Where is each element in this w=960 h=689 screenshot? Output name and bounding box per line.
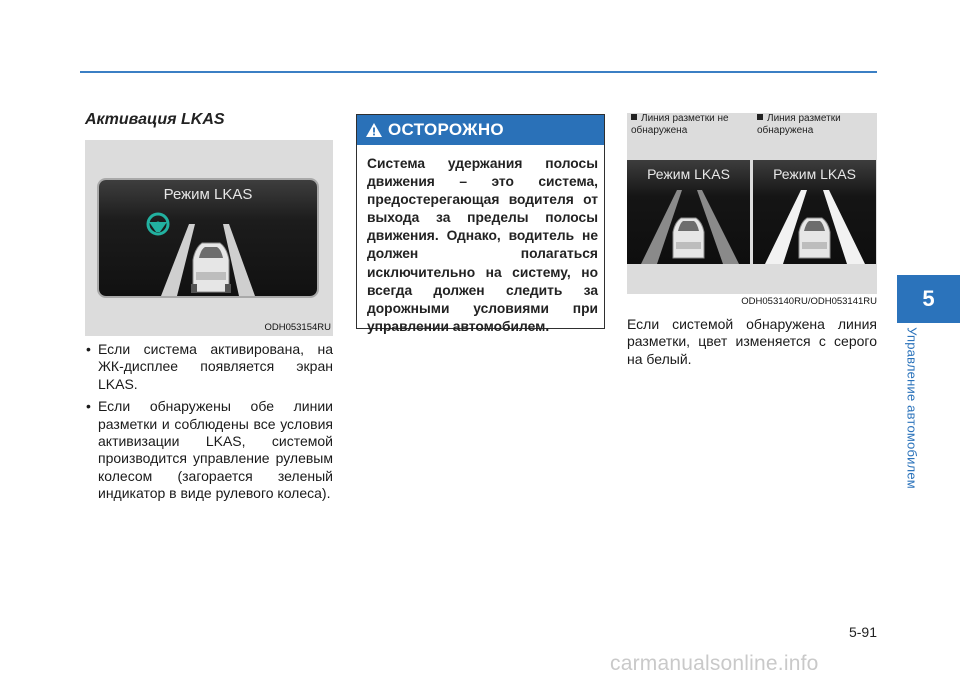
section-heading: Активация LKAS — [85, 111, 225, 128]
screen-title: Режим LKAS — [647, 166, 730, 182]
warning-box — [356, 114, 605, 334]
figure-line-detection — [627, 113, 877, 294]
chapter-title: Управление автомобилем — [904, 327, 920, 489]
warning-header — [357, 115, 604, 145]
lane-illustration — [99, 180, 317, 296]
figure-lkas-screen — [85, 140, 333, 336]
figure-code: ODH053154RU — [264, 322, 331, 333]
screen-title: Режим LKAS — [773, 166, 856, 182]
lane-illustration-grey — [627, 160, 750, 264]
top-rule — [80, 71, 877, 73]
warning-triangle-icon — [365, 122, 383, 138]
bullet-item: • Если обнаружены обе линии разметки и соблюдены все условия активизации LKAS, системой производится управление рулевым колесом (загорается зеленый индикатор в виде рулевого колеса). — [86, 398, 333, 502]
chapter-tab[interactable] — [897, 275, 960, 323]
chapter-number: 5 — [922, 286, 935, 311]
figure-code: ODH053140RU/ODH053141RU — [741, 296, 877, 307]
square-bullet-icon — [631, 114, 637, 120]
bullet-list — [86, 341, 333, 508]
lane-illustration-white — [753, 160, 876, 264]
car-icon — [799, 218, 830, 258]
chapter-side-title — [895, 318, 929, 494]
bullet-item: • Если система активирована, на ЖК-дисплее появляется экран LKAS. — [86, 341, 333, 393]
warning-text: Система удержания полосы движения – это система, предостерегающая водителя от выхода за пределы полосы движения. Однако, водитель не должен полагаться исключительно на систему, но всегда должен следить за дорожными условиями при управлении автомобилем. — [367, 156, 598, 334]
warning-title: ОСТОРОЖНО — [388, 120, 504, 139]
screen-title: Режим LKAS — [163, 186, 253, 203]
car-icon — [191, 243, 231, 293]
car-icon — [673, 218, 704, 258]
square-bullet-icon — [757, 114, 763, 120]
watermark: carmanualsonline.info — [610, 652, 819, 675]
body-paragraph: Если системой обнаружена линия разметки, цвет изменяется с серого на белый. — [627, 316, 877, 367]
caption-detected: Линия разметки обнаружена — [757, 113, 841, 136]
steering-wheel-icon — [148, 214, 168, 234]
screen-lines-white — [753, 160, 876, 264]
caption-not-detected: Линия разметки не обнаружена — [631, 113, 729, 136]
page-number: 5-91 — [848, 624, 877, 640]
screen-lines-grey — [627, 160, 750, 264]
lcd-screen — [99, 180, 317, 296]
